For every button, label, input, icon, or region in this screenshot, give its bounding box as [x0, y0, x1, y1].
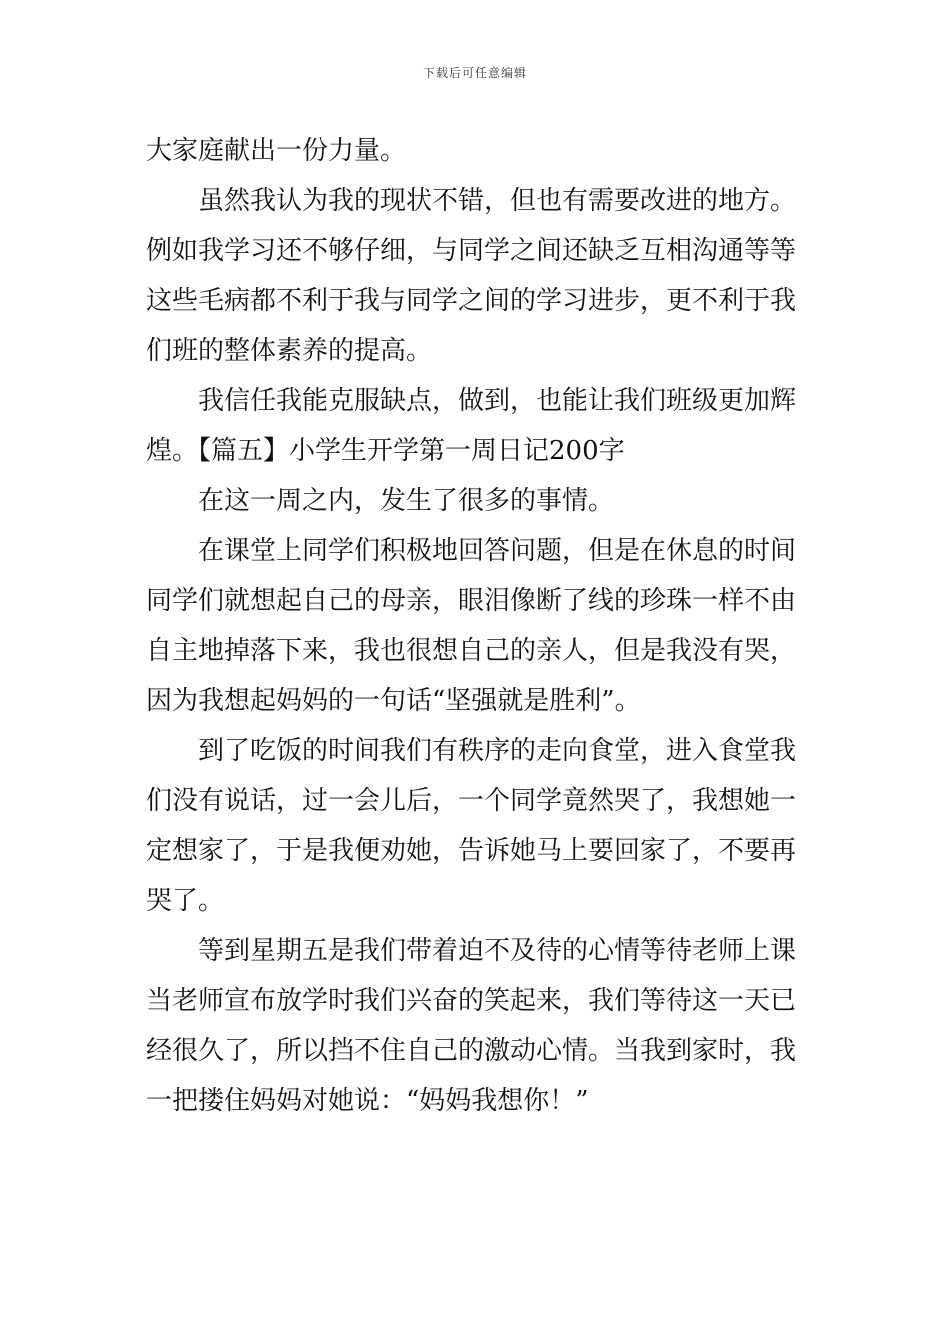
text-line: 虽然我认为我的现状不错，但也有需要改进的地方。 [198, 186, 797, 216]
text-line: 我信任我能克服缺点，做到，也能让我们班级更加辉 [198, 386, 797, 416]
text-line: 等到星期五是我们带着迫不及待的心情等待老师上课 [198, 936, 797, 966]
text-line: 煌。【篇五】小学生开学第一周日记200字 [146, 436, 625, 466]
text-line: 例如我学习还不够仔细，与同学之间还缺乏互相沟通等等 [146, 236, 797, 266]
text-line: 们没有说话，过一会儿后，一个同学竟然哭了，我想她一 [146, 786, 797, 816]
text-line: 这些毛病都不利于我与同学之间的学习进步，更不利于我 [146, 286, 797, 316]
text-line: 大家庭献出一份力量。 [146, 136, 407, 166]
page-header: 下载后可任意编辑 [422, 66, 527, 80]
text-line: 经很久了，所以挡不住自己的激动心情。当我到家时，我 [146, 1036, 797, 1066]
text-line: 到了吃饭的时间我们有秩序的走向食堂，进入食堂我 [198, 736, 797, 766]
text-line: 自主地掉落下来，我也很想自己的亲人，但是我没有哭， [146, 636, 797, 666]
text-line: 一把搂住妈妈对她说：“妈妈我想你！” [146, 1086, 589, 1116]
text-line: 同学们就想起自己的母亲，眼泪像断了线的珍珠一样不由 [146, 586, 797, 616]
text-line: 因为我想起妈妈的一句话“坚强就是胜利”。 [146, 686, 641, 716]
text-line: 在这一周之内，发生了很多的事情。 [198, 486, 615, 516]
text-line: 定想家了，于是我便劝她，告诉她马上要回家了，不要再 [146, 836, 797, 866]
document-body [146, 126, 808, 1126]
text-line: 在课堂上同学们积极地回答问题，但是在休息的时间 [198, 536, 797, 566]
text-line: 哭了。 [146, 886, 225, 916]
text-line: 们班的整体素养的提高。 [146, 336, 433, 366]
text-line: 当老师宣布放学时我们兴奋的笑起来，我们等待这一天已 [146, 986, 797, 1016]
